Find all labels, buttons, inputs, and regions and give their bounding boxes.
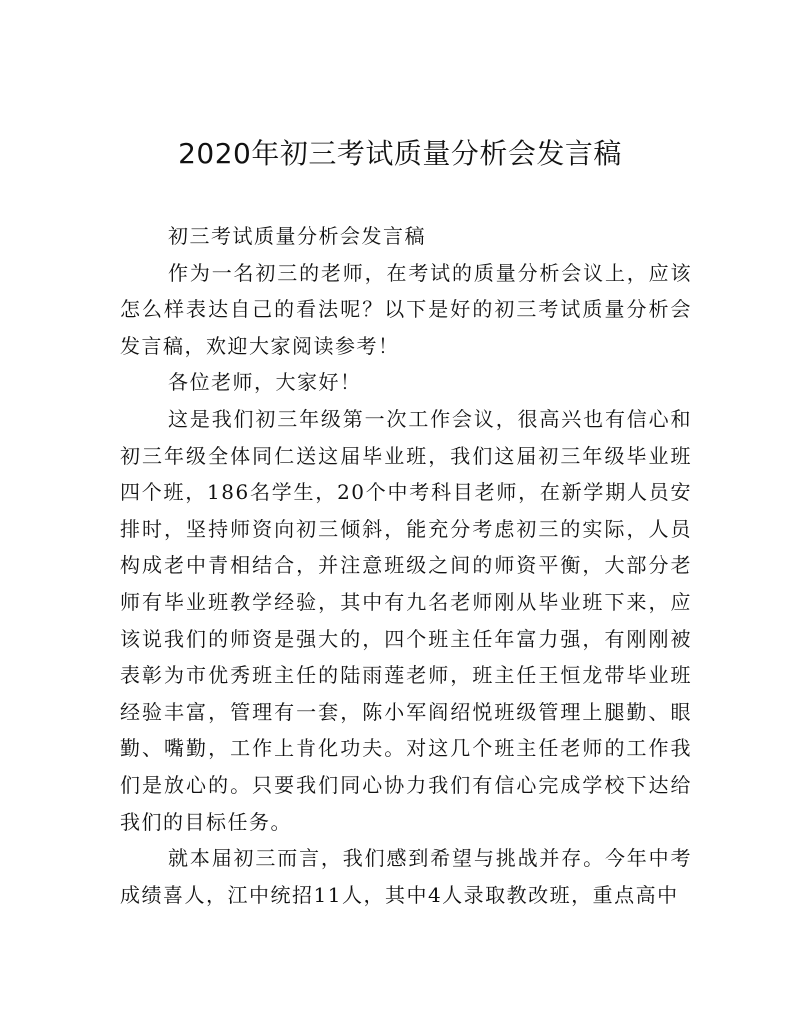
paragraph-main: 这是我们初三年级第一次工作会议，很高兴也有信心和初三年级全体同仁送这届毕业班，我们这届初三年级毕业班四个班，186名学生，20个中考科目老师，在新学期人员安排时，坚持师资向初三倾斜，能充分考虑初三的实际，人员构成老中青相结合，并注意班级之间的师资平衡，大部分老师有毕业班教学经验，其中有九名老师刚从毕业班下来，应该说我们的师资是强大的，四个班主任年富力强，有刚刚被表彰为市优秀班主任的陆雨莲老师，班主任王恒龙带毕业班经验丰富，管理有一套，陈小军阎绍悦班级管理上腿勤、眼勤、嘴勤，工作上肯化功夫。对这几个班主任老师的工作我们是放心的。只要我们同心协力我们有信心完成学校下达给我们的目标任务。 bbox=[120, 406, 692, 834]
document-title: 2020年初三考试质量分析会发言稿 bbox=[178, 137, 622, 170]
paragraph-subtitle: 初三考试质量分析会发言稿 bbox=[168, 224, 426, 248]
paragraph-continuation: 就本届初三而言，我们感到希望与挑战并存。今年中考成绩喜人，江中统招11人，其中4人录取教改班，重点高中 bbox=[120, 846, 692, 907]
paragraph-greeting: 各位老师，大家好！ bbox=[168, 370, 362, 395]
paragraph-intro: 作为一名初三的老师，在考试的质量分析会议上，应该怎么样表达自己的看法呢？以下是好的初三考试质量分析会发言稿，欢迎大家阅读参考！ bbox=[120, 260, 692, 358]
document-body bbox=[120, 218, 692, 913]
